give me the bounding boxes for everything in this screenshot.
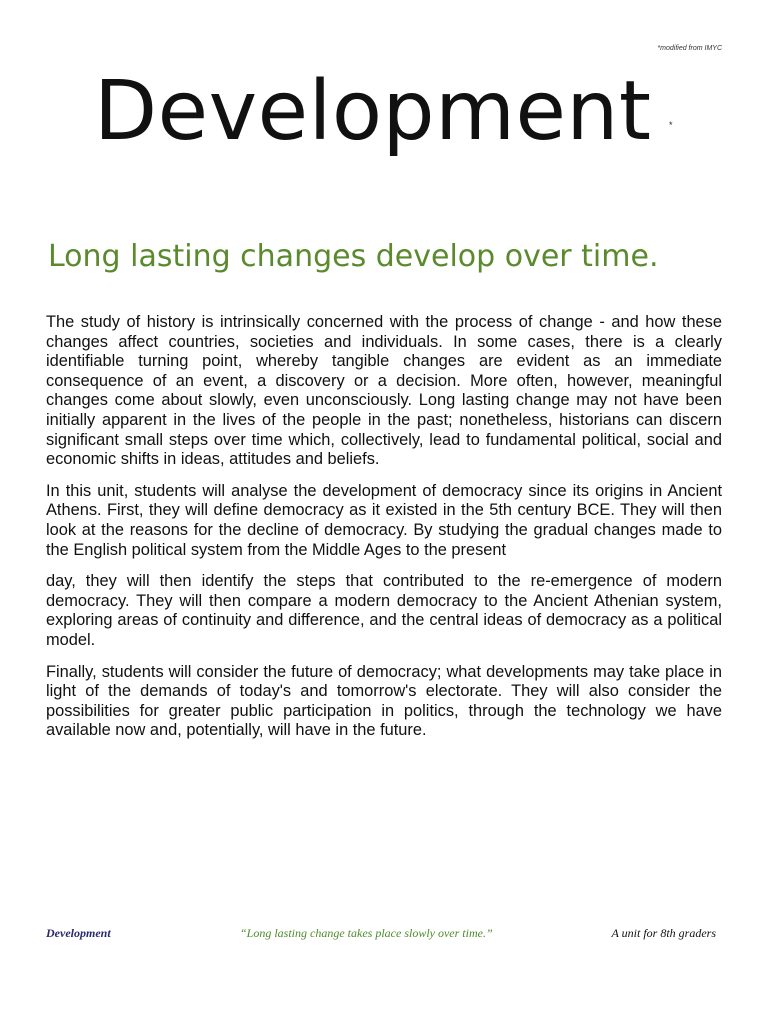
footer-unit-title: Development: [46, 926, 111, 940]
paragraph-2: In this unit, students will analyse the development of democracy since its origins in Ancient Athens. First, they will define democracy as it existed in the 5th century BCE. They will then look at the reasons for the decline of democracy. By studying the gradual changes made to the English political system from the Middle Ages to the present: [46, 481, 722, 559]
paragraph-3: day, they will then identify the steps that contributed to the re-emergence of modern democracy. They will then compare a modern democracy to the Ancient Athenian system, exploring areas of continuity and difference, and the central ideas of democracy as a political model.: [46, 572, 722, 649]
source-note: *modified from IMYC: [657, 45, 722, 52]
footer-quote: “Long lasting change takes place slowly over time.”: [240, 926, 493, 940]
page-subtitle: Long lasting changes develop over time.: [48, 239, 659, 274]
paragraph-4: Finally, students will consider the future of democracy; what developments may take place in light of the demands of today's and tomorrow's electorate. They will also consider the possibilities for greater public participation in politics, through the technology we have available now and, potentially, will have in the future.: [46, 662, 722, 740]
page-footer: [46, 923, 722, 943]
paragraph-1: The study of history is intrinsically concerned with the process of change - and how these changes affect countries, societies and individuals. In some cases, there is a clearly identifiable turning point, whereby tangible changes are evident as an immediate consequence of an event, a discovery or a decision. More often, however, meaningful changes come about slowly, even unconsciously. Long lasting change may not have been initially apparent in the lives of the people in the past; nonetheless, historians can discern significant small steps over time which, collectively, lead to fundamental political, social and economic shifts in ideas, attitudes and beliefs.: [46, 313, 722, 469]
page-title: Development: [94, 64, 652, 159]
body-text: [46, 313, 722, 753]
title-footnote-mark: *: [669, 120, 673, 130]
footer-grade-level: A unit for 8th graders: [611, 926, 716, 940]
